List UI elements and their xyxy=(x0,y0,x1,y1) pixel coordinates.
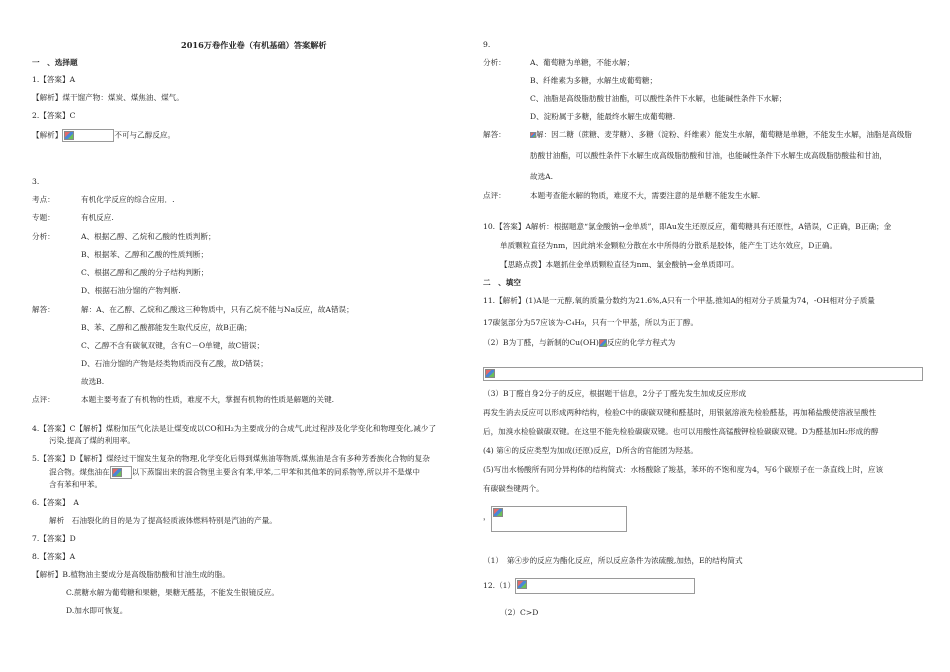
q7-answer: 7.【答案】D xyxy=(32,534,76,543)
q3-kaodian-label: 考点： xyxy=(32,195,55,204)
q11-line: (5)写出水杨酸所有同分异构体的结构简式：水杨酸除了羧基，苯环的不饱和度为4，写6个碳原子在一条直线上时，应该 xyxy=(483,465,884,474)
missing-image-icon xyxy=(599,339,607,347)
q3-zhuanti-text: 有机反应. xyxy=(81,213,114,222)
missing-image-icon xyxy=(62,129,114,142)
q10-line: 【思路点拨】本题抓住金单质颗粒直径为nm、氯金酸钠→金单质即可。 xyxy=(500,260,739,269)
q11-line: 11.【解析】(1)A是一元醇,氧的质量分数约为21.6%,A只有一个甲基,推知A的相对分子质量为74，-OH相对分子质量 xyxy=(483,296,875,305)
q9-analysis-line: A、葡萄糖为单糖，不能水解； xyxy=(530,58,635,67)
section-fill-in: 二 、填空 xyxy=(483,278,521,287)
q6-explanation: 解析 石油裂化的目的是为了提高轻质液体燃料特别是汽油的产量。 xyxy=(49,516,277,525)
q5-line xyxy=(49,466,420,479)
q3-solution-line: B、苯、乙醇和乙酸都能发生取代反应，故B正确； xyxy=(81,323,252,332)
q11-line: 有碳碳叁键两个。 xyxy=(483,484,544,493)
q9-solution-text: 解：因二糖（蔗糖、麦芽糖）、多糖（淀粉、纤维素）能发生水解，葡萄糖是单糖，不能发生水解，油脂是高级脂 xyxy=(536,130,912,139)
q9-analysis-label: 分析： xyxy=(483,58,506,67)
q4-line: 污染,提高了煤的利用率。 xyxy=(49,436,135,445)
q6-answer: 6.【答案】 A xyxy=(32,498,79,507)
q8-explanation: C.蔗糖水解为葡萄糖和果糖，果糖无醛基，不能发生银镜反应。 xyxy=(66,588,279,597)
q4-line: 4.【答案】C【解析】煤粉加压气化法是让煤变成以CO和H₂为主要成分的合成气,此过程涉及化学变化和物理变化,减少了 xyxy=(32,424,437,433)
q9-solution-label: 解答： xyxy=(483,130,506,139)
section-multiple-choice: 一 、选择题 xyxy=(32,58,78,67)
q9-analysis-line: D、淀粉属于多糖，能最终水解生成葡萄糖. xyxy=(530,112,676,121)
q10-line: 10.【答案】A解析：根据题意“氯金酸钠→金单质”，即Au发生还原反应，葡萄糖具有还原性，A错误，C正确，B正确；金 xyxy=(483,222,892,231)
missing-image-icon xyxy=(110,466,132,479)
q9-analysis-line: B、纤维素为多糖，水解生成葡萄糖； xyxy=(530,76,658,85)
q11-part5-comma: ， xyxy=(483,512,491,521)
q11-part2-prefix: （2）B为丁醛，与新制的Cu(OH) xyxy=(483,338,599,347)
q3-solution-line: C、乙醇不含有碳氧双键，含有C－O单键，故C错误； xyxy=(81,341,265,350)
q3-solution-line: 解：A、在乙醇、乙烷和乙酸这三种物质中，只有乙烷不能与Na反应，故A错误； xyxy=(81,305,354,314)
q9-solution-line xyxy=(530,130,912,140)
q9-comment-label: 点评： xyxy=(483,191,506,200)
q11-part2-suffix: 反应的化学方程式为 xyxy=(606,338,676,347)
q3-solution-line: 故选B. xyxy=(81,377,105,386)
q5-line: 含有苯和甲苯。 xyxy=(49,480,103,489)
missing-structure-image xyxy=(491,506,627,532)
q8-answer: 8.【答案】A xyxy=(32,552,76,561)
q1-answer: 1.【答案】A xyxy=(32,75,76,84)
q12-part1 xyxy=(483,578,695,594)
q3-kaodian-text: 有机化学反应的综合应用．. xyxy=(81,195,175,204)
q8-explanation: 【解析】B.植物油主要成分是高级脂肪酸和甘油生成的脂。 xyxy=(32,570,230,579)
q3-comment-text: 本题主要考查了有机物的性质，难度不大，掌握有机物的性质是解题的关键. xyxy=(81,395,335,404)
q3-comment-label: 点评： xyxy=(32,395,55,404)
q11-line: 后，加溴水检验碳碳双键。在这里不能先检验碳碳双键。也可以用酸性高锰酸钾检验碳碳双键。D为醛基加H₂形成的醇 xyxy=(483,427,879,436)
q5-line2-prefix: 混合物。煤焦油在 xyxy=(49,467,110,477)
missing-equation-image xyxy=(483,367,923,381)
q11-line: 17碳氢部分为57应该为-C₄H₉，只有一个甲基，所以为正丁醇。 xyxy=(483,318,699,327)
q8-explanation: D.加水即可恢复。 xyxy=(66,606,128,615)
page-title: 2016万卷作业卷（有机基础）答案解析 xyxy=(181,40,327,50)
q3-zhuanti-label: 专题： xyxy=(32,213,55,222)
q3-number: 3. xyxy=(32,177,40,186)
q9-comment-text: 本题考查能水解的物质，难度不大，需要注意的是单糖不能发生水解. xyxy=(530,191,761,200)
q5-line2-suffix: 以下蒸馏出来的混合物里主要含有苯,甲苯,二甲苯和其他苯的同系物等,所以并不是煤中 xyxy=(131,467,420,477)
q11-part2 xyxy=(483,338,675,348)
q2-exp-prefix: 【解析】 xyxy=(32,130,63,140)
q11-part3: （3）B丁醛自身2分子的反应，根据题干信息，2分子丁醛先发生加成反应形成 xyxy=(483,389,747,398)
q3-analysis-line: D、根据石油分馏的产物判断. xyxy=(81,286,181,295)
q12-part1-prefix: 12.（1） xyxy=(483,581,516,590)
q12-part2: （2）C>D xyxy=(500,608,539,617)
q2-answer: 2.【答案】C xyxy=(32,111,76,120)
q3-analysis-label: 分析： xyxy=(32,232,55,241)
q3-analysis-line: C、根据乙醇和乙酸的分子结构判断； xyxy=(81,268,209,277)
q9-analysis-line: C、油脂是高级脂肪酸甘油酯，可以酸性条件下水解，也能碱性条件下水解； xyxy=(530,94,787,103)
q5-line: 5.【答案】D【解析】煤经过干馏发生复杂的物理,化学变化后得到煤焦油等物质,煤焦油是含有多种芳香族化合物的复杂 xyxy=(32,454,430,463)
q3-solution-line: D、石油分馏的产物是烃类物质而没有乙酸，故D错误； xyxy=(81,359,268,368)
q3-solution-label: 解答： xyxy=(32,305,55,314)
missing-structure-image xyxy=(515,578,695,594)
q3-analysis-line: A、根据乙醇、乙烷和乙酸的性质判断； xyxy=(81,232,216,241)
q2-exp-suffix: 不可与乙醇反应。 xyxy=(114,130,176,140)
q9-solution-line: 肪酸甘油酯，可以酸性条件下水解生成高级脂肪酸和甘油，也能碱性条件下水解生成高级脂肪酸盐和甘油， xyxy=(530,151,887,160)
q9-solution-line: 故选A. xyxy=(530,172,554,181)
q9-number: 9. xyxy=(483,40,491,49)
q2-explanation xyxy=(32,129,175,142)
q11-line: (4) 第④的反应类型为加成(还原)反应，D所含的官能团为羟基。 xyxy=(483,446,699,455)
q11-line: 再发生消去反应可以形成两种结构，检验C中的碳碳双键和醛基时，用银氨溶液先检验醛基，再加稀盐酸使溶液呈酸性 xyxy=(483,408,877,417)
q3-analysis-line: B、根据苯、乙醇和乙酸的性质判断； xyxy=(81,250,209,259)
q1-explanation: 【解析】煤干馏产物：煤炭、煤焦油、煤气。 xyxy=(32,93,184,102)
q11-part6: （1） 第④步的反应为酯化反应，所以反应条件为浓硫酸,加热，E的结构简式 xyxy=(483,556,743,565)
q10-line: 单质颗粒直径为nm，因此纳米金颗粒分散在水中所得的分散系是胶体，能产生丁达尔效应，D正确。 xyxy=(500,241,838,250)
